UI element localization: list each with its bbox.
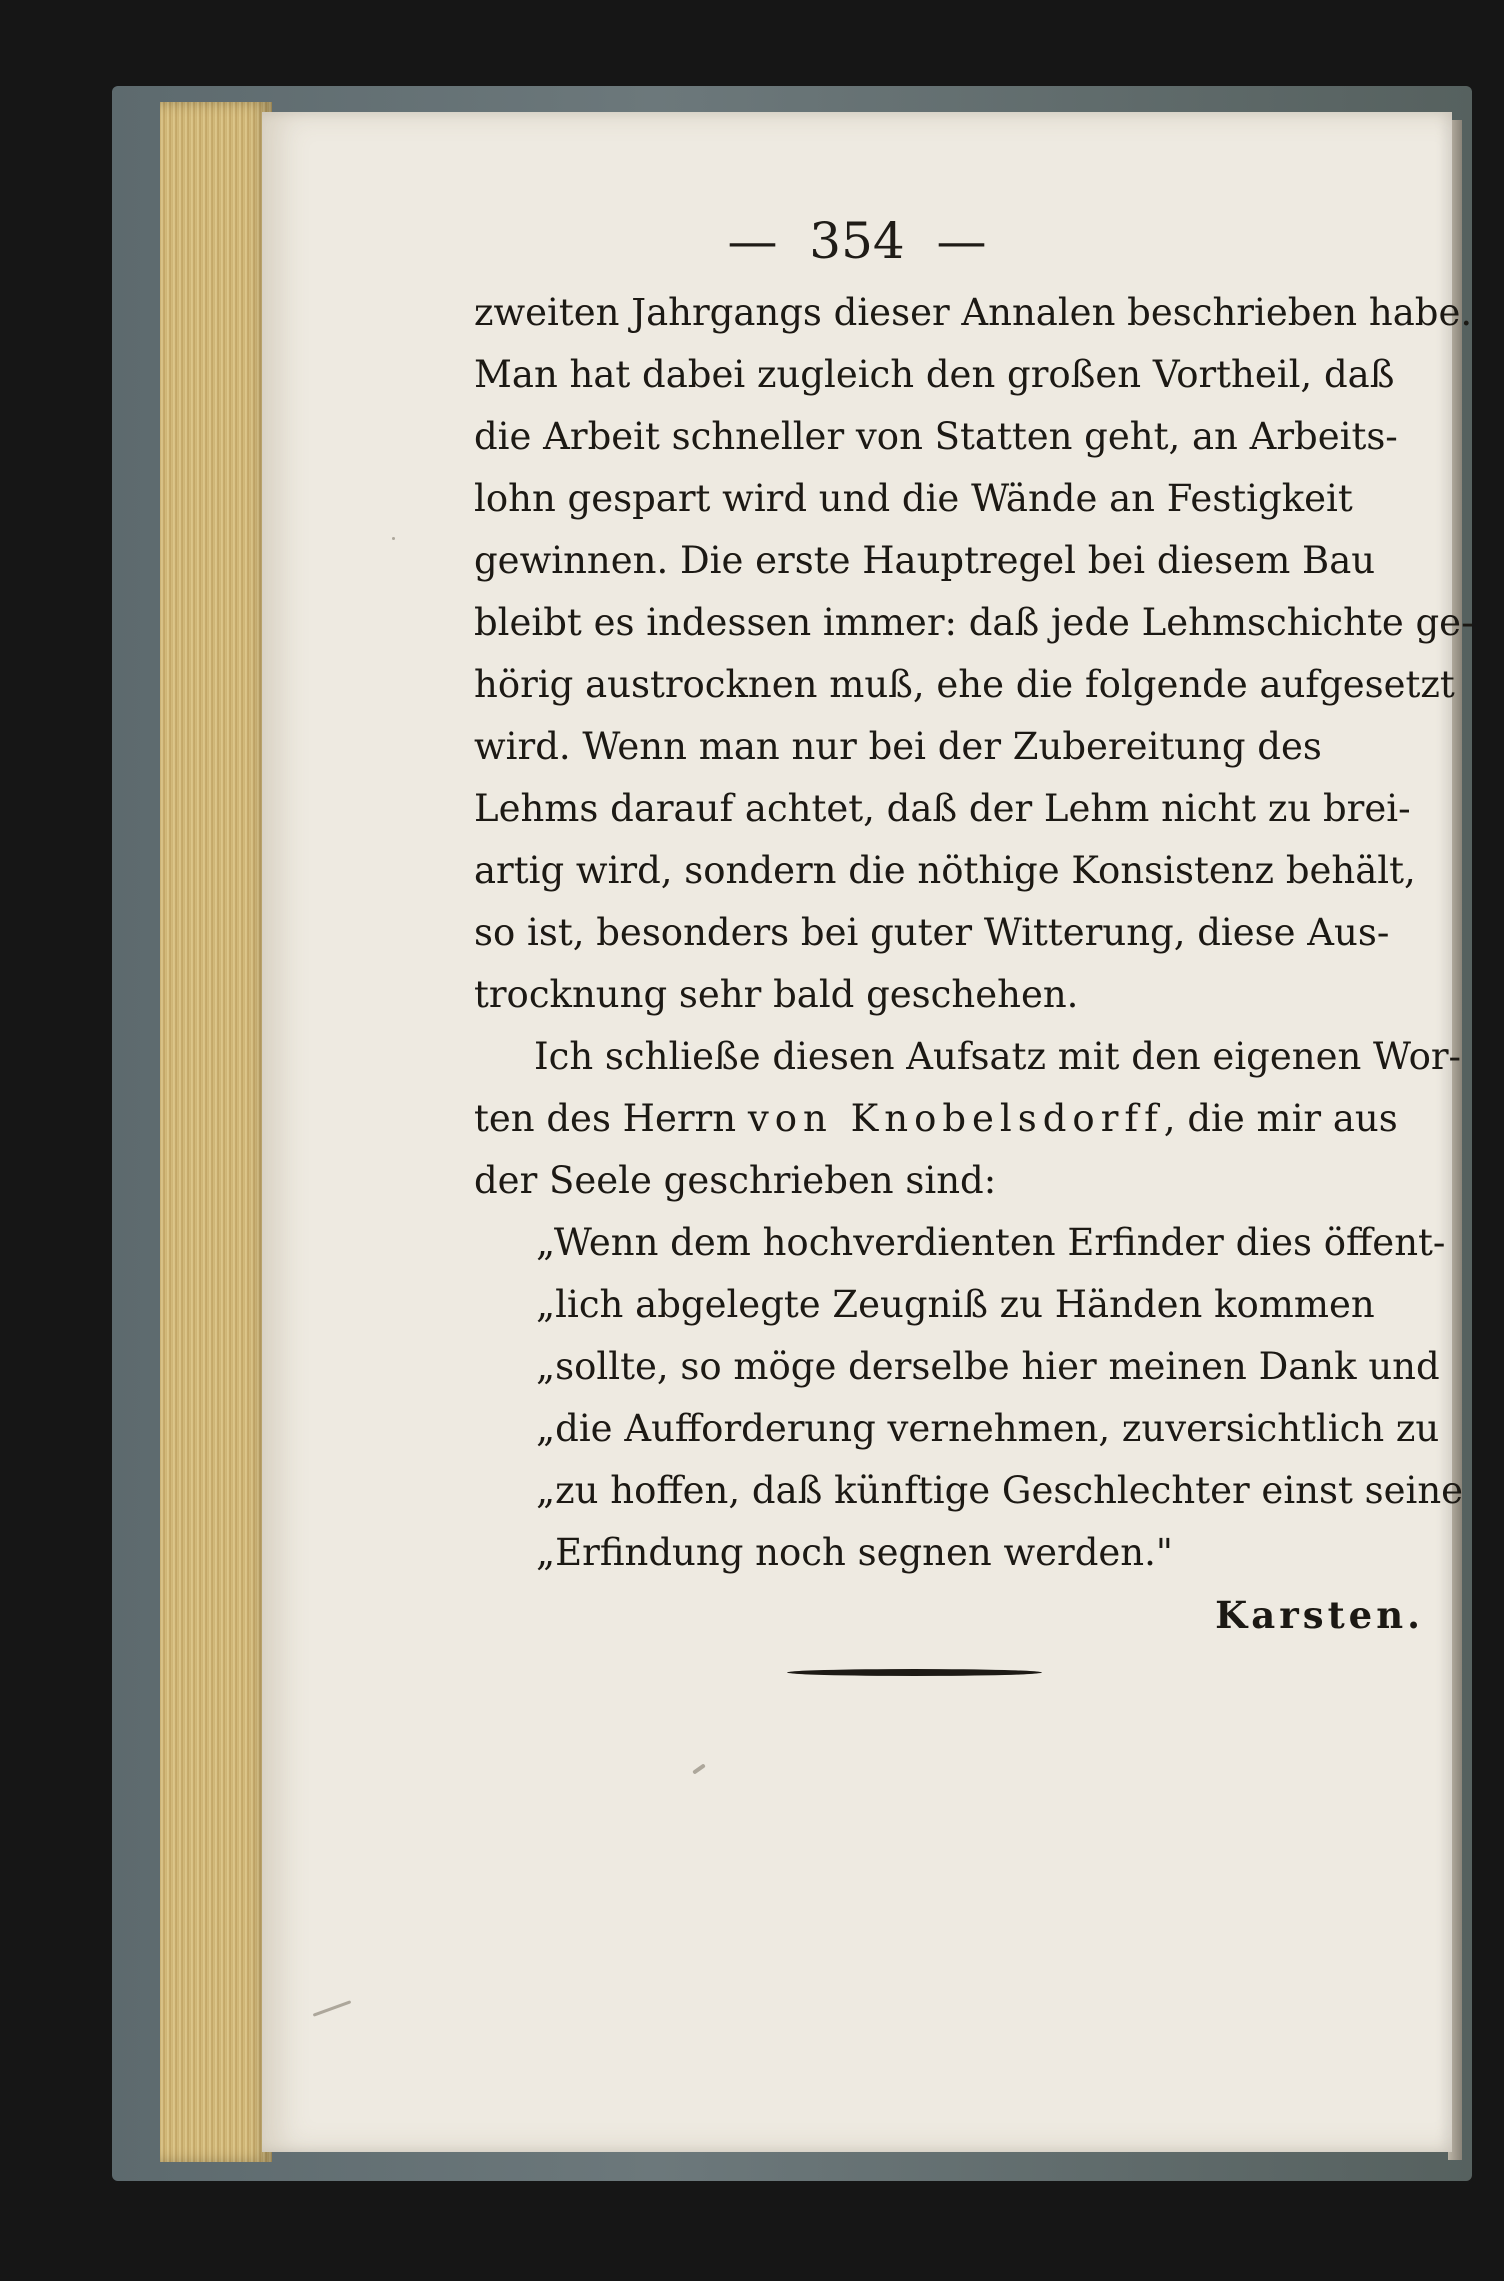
text-line: gewinnen. Die erste Hauptregel bei diesem Bau bbox=[474, 539, 1376, 582]
text-line: wird. Wenn man nur bei der Zubereitung des bbox=[474, 725, 1322, 768]
quote-line: „lich abgelegte Zeugniß zu Händen kommen bbox=[536, 1283, 1375, 1326]
paper-speck bbox=[692, 1763, 706, 1774]
section-divider-rule bbox=[787, 1669, 1042, 1676]
author-name: von Knobelsdorff bbox=[747, 1097, 1164, 1140]
signature: Karsten. bbox=[1215, 1593, 1424, 1637]
page-edges bbox=[160, 102, 272, 2162]
quote-line: „Erfindung noch segnen werden." bbox=[536, 1531, 1173, 1574]
text-fragment: , die mir aus bbox=[1163, 1097, 1398, 1140]
paragraph-two-line: Ich schließe diesen Aufsatz mit den eigenen Wor- bbox=[534, 1035, 1462, 1078]
page-body bbox=[474, 282, 1504, 1654]
text-line: hörig austrocknen muß, ehe die folgende aufgesetzt bbox=[474, 663, 1455, 706]
page-number-header: — 354 — bbox=[727, 212, 987, 270]
quote-line: „Wenn dem hochverdienten Erfinder dies öffent- bbox=[536, 1221, 1446, 1264]
quote-line: „sollte, so möge derselbe hier meinen Dank und bbox=[536, 1345, 1440, 1388]
text-line: so ist, besonders bei guter Witterung, diese Aus- bbox=[474, 911, 1390, 954]
paragraph-two-line: der Seele geschrieben sind: bbox=[474, 1159, 997, 1202]
paper-speck bbox=[392, 537, 395, 540]
quote-line: „zu hoffen, daß künftige Geschlechter einst seine bbox=[536, 1469, 1464, 1512]
text-line: zweiten Jahrgangs dieser Annalen beschrieben habe. bbox=[474, 291, 1473, 334]
text-line: Man hat dabei zugleich den großen Vortheil, daß bbox=[474, 353, 1395, 396]
text-line: Lehms darauf achtet, daß der Lehm nicht zu brei- bbox=[474, 787, 1411, 830]
paper-speck bbox=[313, 2000, 352, 2017]
paragraph-two-line bbox=[474, 1088, 1504, 1150]
text-line: bleibt es indessen immer: daß jede Lehmschichte ge- bbox=[474, 601, 1474, 644]
text-line: lohn gespart wird und die Wände an Festigkeit bbox=[474, 477, 1353, 520]
text-line: artig wird, sondern die nöthige Konsistenz behält, bbox=[474, 849, 1416, 892]
text-line: die Arbeit schneller von Statten geht, an Arbeits- bbox=[474, 415, 1398, 458]
text-line: trocknung sehr bald geschehen. bbox=[474, 973, 1079, 1016]
quote-line: „die Aufforderung vernehmen, zuversichtlich zu bbox=[536, 1407, 1440, 1450]
book-page bbox=[262, 112, 1474, 2152]
text-fragment: ten des Herrn bbox=[474, 1097, 748, 1140]
